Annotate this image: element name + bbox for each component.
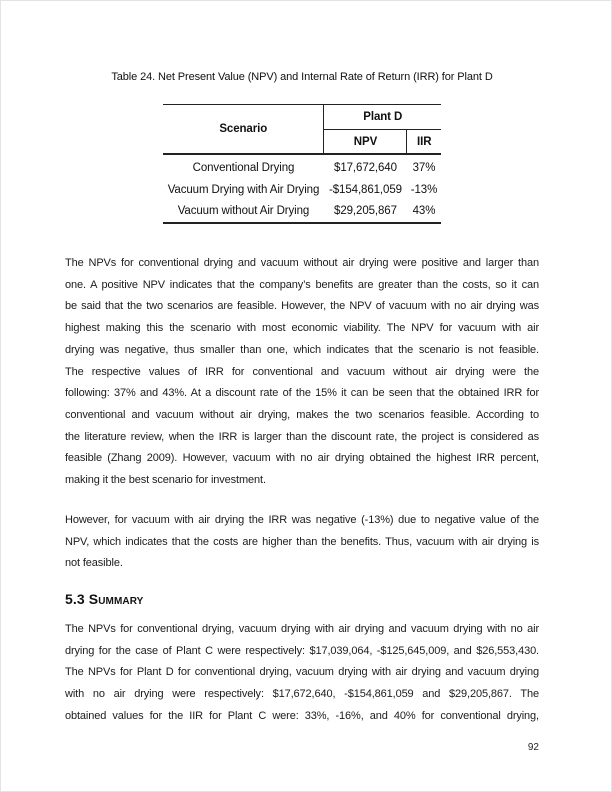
table-header-iir: IIR	[407, 130, 441, 155]
table-caption: Table 24. Net Present Value (NPV) and Internal Rate of Return (IRR) for Plant D	[111, 71, 493, 83]
paragraph-line: be said that the two scenarios are feasible. However, the NPV of vacuum with no air drying was	[65, 300, 539, 313]
iir-cell: 43%	[412, 205, 436, 218]
paragraph-line: NPV, which indicates that the costs are higher than the benefits. Thus, vacuum with air drying is	[65, 535, 539, 548]
paragraph-npv-analysis	[65, 253, 539, 492]
table-container	[65, 104, 539, 224]
page-number: 92	[527, 742, 539, 754]
paragraph-line: the literature review, when the IRR is larger than the discount rate, the project is considered as	[65, 430, 539, 443]
section-heading-summary: 5.3 Summary	[65, 590, 144, 607]
table-row	[163, 154, 441, 179]
npv-cell: $17,672,640	[334, 161, 397, 174]
scenario-cell: Conventional Drying	[192, 161, 295, 174]
paragraph-line: highest making this the scenario with most economic viability. The NPV for vacuum with air	[65, 322, 539, 335]
iir-cell: 37%	[412, 161, 436, 174]
scenario-cell: Vacuum Drying with Air Drying	[167, 183, 320, 196]
paragraph-line: The NPVs for conventional drying and vacuum without air drying were positive and larger than	[65, 257, 539, 270]
npv-cell: -$154,861,059	[329, 183, 402, 196]
paragraph-vacuum-air-drying	[65, 510, 539, 575]
paragraph-line: making it the best scenario for investment.	[65, 474, 266, 487]
table-header-plant-d: Plant D	[324, 105, 441, 130]
paragraph-line: with no air drying were respectively: $17,672,640, -$154,861,059 and $29,205,867. The	[65, 688, 539, 701]
paragraph-line: drying was negative, thus smaller than one, which indicates that the scenario is not feasible.	[65, 343, 539, 356]
iir-cell: -13%	[410, 183, 438, 196]
paragraph-line: drying for the case of Plant C were respectively: $17,039,064, -$125,645,009, and $26,553,430.	[65, 644, 539, 657]
paragraph-line: The NPVs for Plant D for conventional drying, vacuum drying with air drying and vacuum drying	[65, 666, 539, 679]
paragraph-summary	[65, 619, 539, 728]
paragraph-line: The NPVs for conventional drying, vacuum drying with air drying and vacuum drying with no air	[65, 622, 539, 635]
paragraph-line: However, for vacuum with air drying the IRR was negative (-13%) due to negative value of the	[65, 513, 539, 526]
paragraph-line: conventional and vacuum without air drying, makes the two scenarios feasible. According to	[65, 408, 539, 421]
npv-cell: $29,205,867	[334, 205, 397, 218]
paragraph-line: feasible (Zhang 2009). However, vacuum with no air drying obtained the highest IRR percent,	[65, 452, 539, 465]
paragraph-line: obtained values for the IIR for Plant C were: 33%, -16%, and 40% for conventional drying,	[65, 709, 539, 722]
table-header-scenario: Scenario	[163, 105, 324, 155]
paragraph-line: one. A positive NPV indicates that the company’s benefits are greater than the costs, so it can	[65, 278, 539, 291]
scenario-cell: Vacuum without Air Drying	[177, 205, 310, 218]
paragraph-line: The respective values of IRR for conventional and vacuum without air drying were the	[65, 365, 539, 378]
table-row	[163, 200, 441, 223]
paragraph-line: following: 37% and 43%. At a discount rate of the 15% it can be seen that the obtained IRR for	[65, 387, 539, 400]
paragraph-line: not feasible.	[65, 557, 123, 570]
table-row	[163, 179, 441, 201]
npv-irr-table	[163, 104, 441, 224]
table-header-npv: NPV	[324, 130, 407, 155]
